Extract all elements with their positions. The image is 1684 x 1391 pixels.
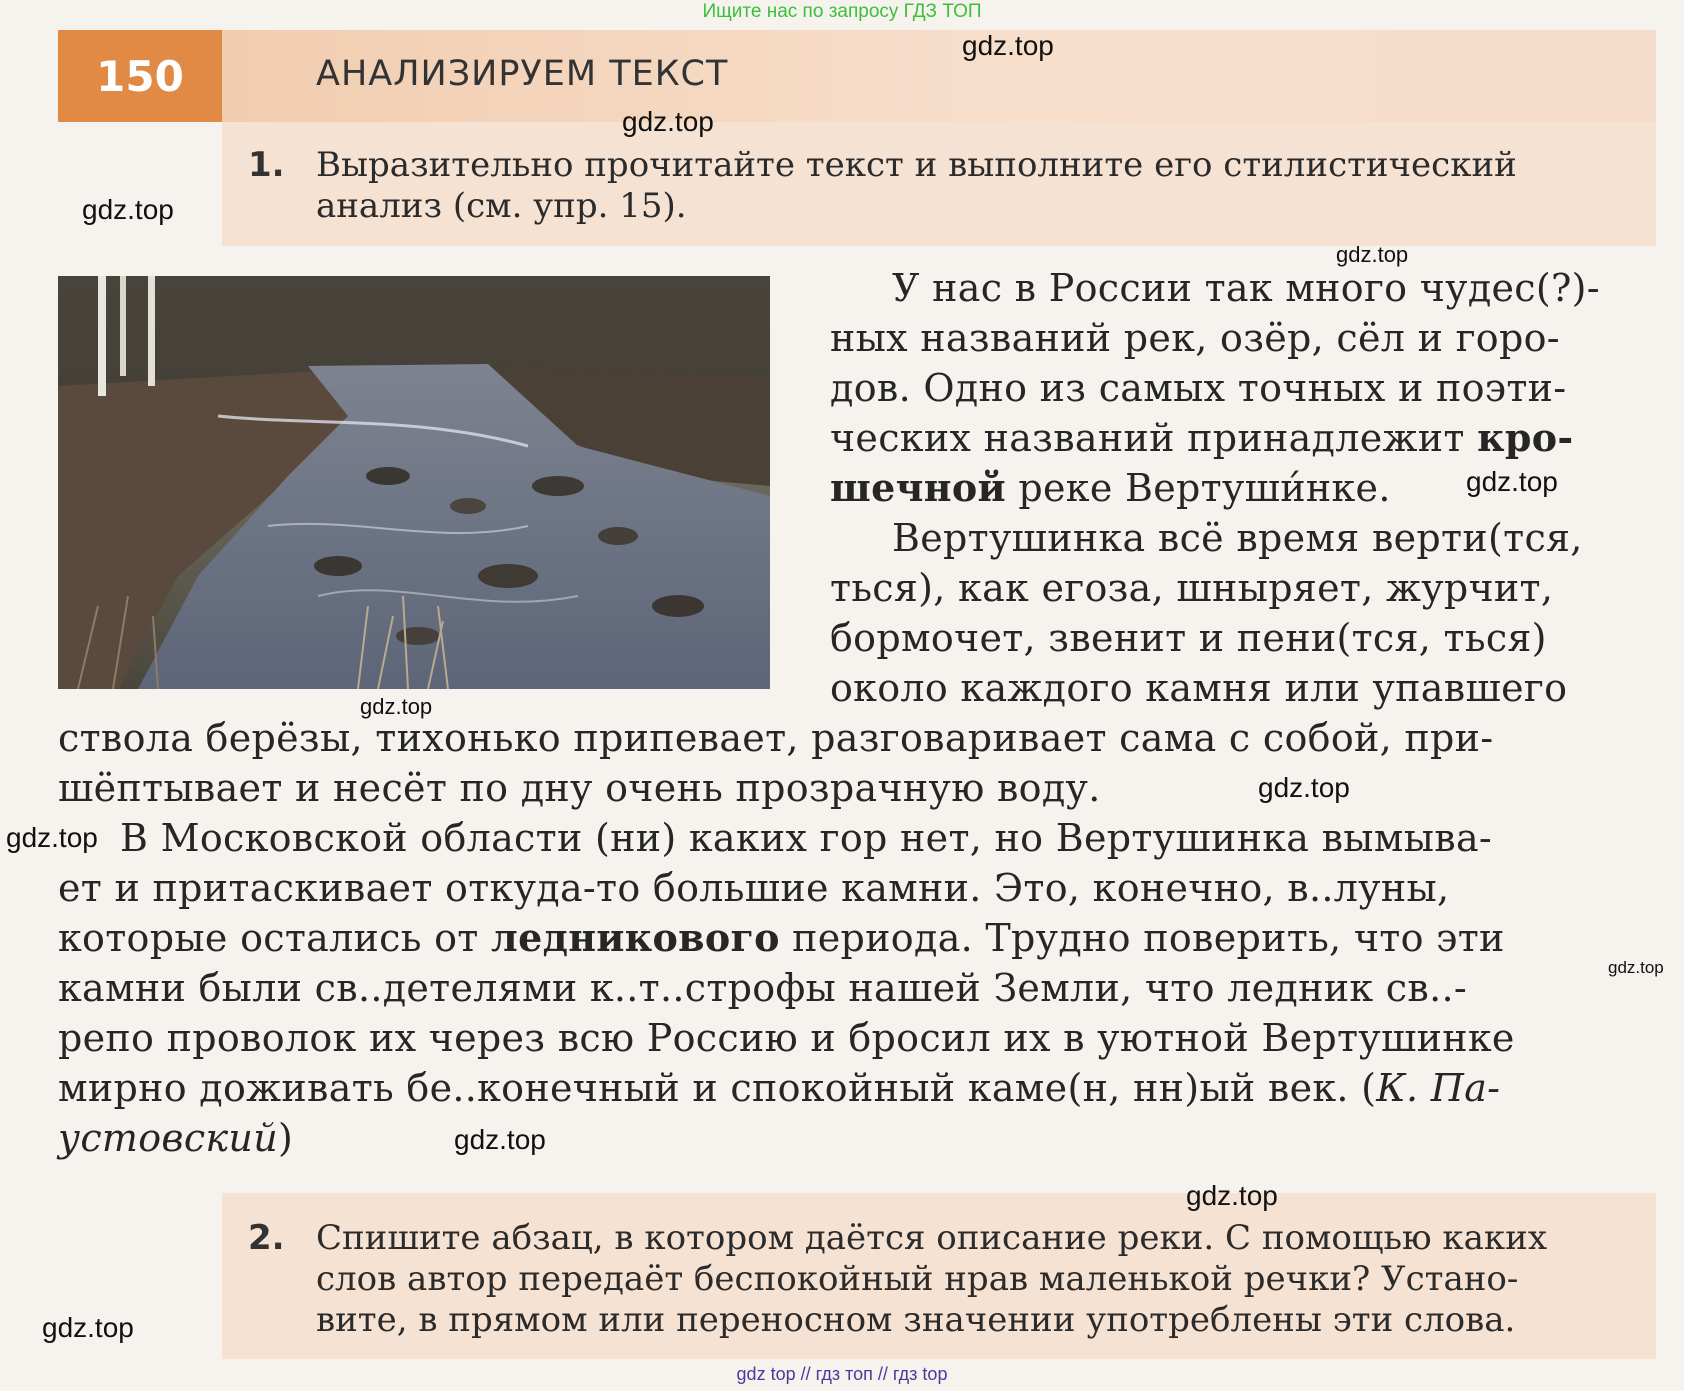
text-segment: которые остались от bbox=[58, 916, 491, 960]
watermark: gdz.top bbox=[962, 30, 1054, 61]
task1-number: 1. bbox=[248, 145, 285, 185]
watermark: gdz.top bbox=[82, 194, 174, 225]
watermark: gdz.top bbox=[1186, 1180, 1278, 1211]
watermark: gdz.top bbox=[360, 694, 433, 719]
top-banner[interactable]: Ищите нас по запросу ГДЗ ТОП bbox=[702, 1, 982, 22]
task1-line: анализ (см. упр. 15). bbox=[316, 186, 687, 226]
watermark: gdz.top bbox=[622, 106, 714, 137]
text-line: около каждого камня или упавшего bbox=[830, 666, 1568, 710]
footer-links[interactable]: gdz top // гдз топ // гдз top bbox=[736, 1364, 948, 1384]
watermark: gdz.top bbox=[454, 1124, 546, 1155]
task1-line: Выразительно прочитайте текст и выполните его стилистический bbox=[316, 145, 1517, 185]
task1-text bbox=[316, 145, 1517, 227]
text-segment: мирно доживать бе..конечный и спокойный каме(н, нн)ый век. ( bbox=[58, 1066, 1377, 1110]
watermark: gdz.top bbox=[42, 1312, 134, 1343]
task2-number: 2. bbox=[248, 1218, 285, 1258]
task2-text bbox=[316, 1218, 1547, 1341]
text-line: бормочет, звенит и пени(тся, ться) bbox=[830, 616, 1547, 660]
bold-word: ледникового bbox=[491, 915, 780, 960]
watermark: gdz.top bbox=[1336, 242, 1409, 267]
task2-line: вите, в прямом или переносном значении употреблены эти слова. bbox=[316, 1300, 1516, 1340]
bold-word: кро- bbox=[1477, 415, 1574, 460]
text-line: ствола берёзы, тихонько припевает, разговаривает сама с собой, при- bbox=[58, 716, 1494, 760]
text-line: ных названий рек, озёр, сёл и горо- bbox=[830, 316, 1560, 360]
river-illustration bbox=[58, 276, 770, 689]
text-line: камни были св..детелями к..т..строфы нашей Земли, что ледник св..- bbox=[58, 966, 1467, 1010]
watermark: gdz.top bbox=[6, 822, 98, 853]
text-line: У нас в России так много чудес(?)- bbox=[892, 266, 1600, 310]
text-line bbox=[58, 913, 1505, 963]
text-line: дов. Одно из самых точных и поэти- bbox=[830, 366, 1567, 410]
text-line: шёптывает и несёт по дну очень прозрачную воду. bbox=[58, 766, 1101, 810]
text-segment: ) bbox=[277, 1116, 294, 1160]
text-line: ет и притаскивает откуда-то большие камни. Это, конечно, в..луны, bbox=[58, 866, 1450, 910]
text-line bbox=[830, 463, 1391, 513]
exercise-header bbox=[58, 30, 1656, 122]
watermark: gdz.top bbox=[1258, 772, 1350, 803]
author-name: К. Па- bbox=[1376, 1066, 1501, 1110]
watermark: gdz.top bbox=[1466, 466, 1558, 497]
task2-line: Спишите абзац, в котором даётся описание реки. С помощью каких bbox=[316, 1218, 1548, 1258]
text-line: В Московской области (ни) каких гор нет, но Вертушинка вымыва- bbox=[120, 816, 1493, 860]
river-photo bbox=[58, 276, 770, 689]
exercise-number: 150 bbox=[58, 30, 222, 122]
text-line bbox=[58, 1063, 1500, 1113]
text-segment: реке Вертуши́нке. bbox=[1005, 466, 1391, 510]
text-line bbox=[830, 413, 1573, 463]
text-line: ться), как егоза, шныряет, журчит, bbox=[830, 566, 1554, 610]
watermark: gdz.top bbox=[1608, 958, 1664, 977]
text-line: Вертушинка всё время верти(тся, bbox=[892, 516, 1583, 560]
task2-line: слов автор передаёт беспокойный нрав маленькой речки? Устано- bbox=[316, 1259, 1519, 1299]
exercise-title: АНАЛИЗИРУЕМ ТЕКСТ bbox=[316, 54, 729, 94]
text-segment: ческих названий принадлежит bbox=[830, 416, 1478, 460]
text-segment: периода. Трудно поверить, что эти bbox=[779, 916, 1505, 960]
text-line bbox=[58, 1113, 293, 1163]
text-line: репо проволок их через всю Россию и бросил их в уютной Вертушинке bbox=[58, 1016, 1515, 1060]
bold-word: шечной bbox=[830, 465, 1006, 510]
author-name: устовский bbox=[58, 1116, 278, 1160]
